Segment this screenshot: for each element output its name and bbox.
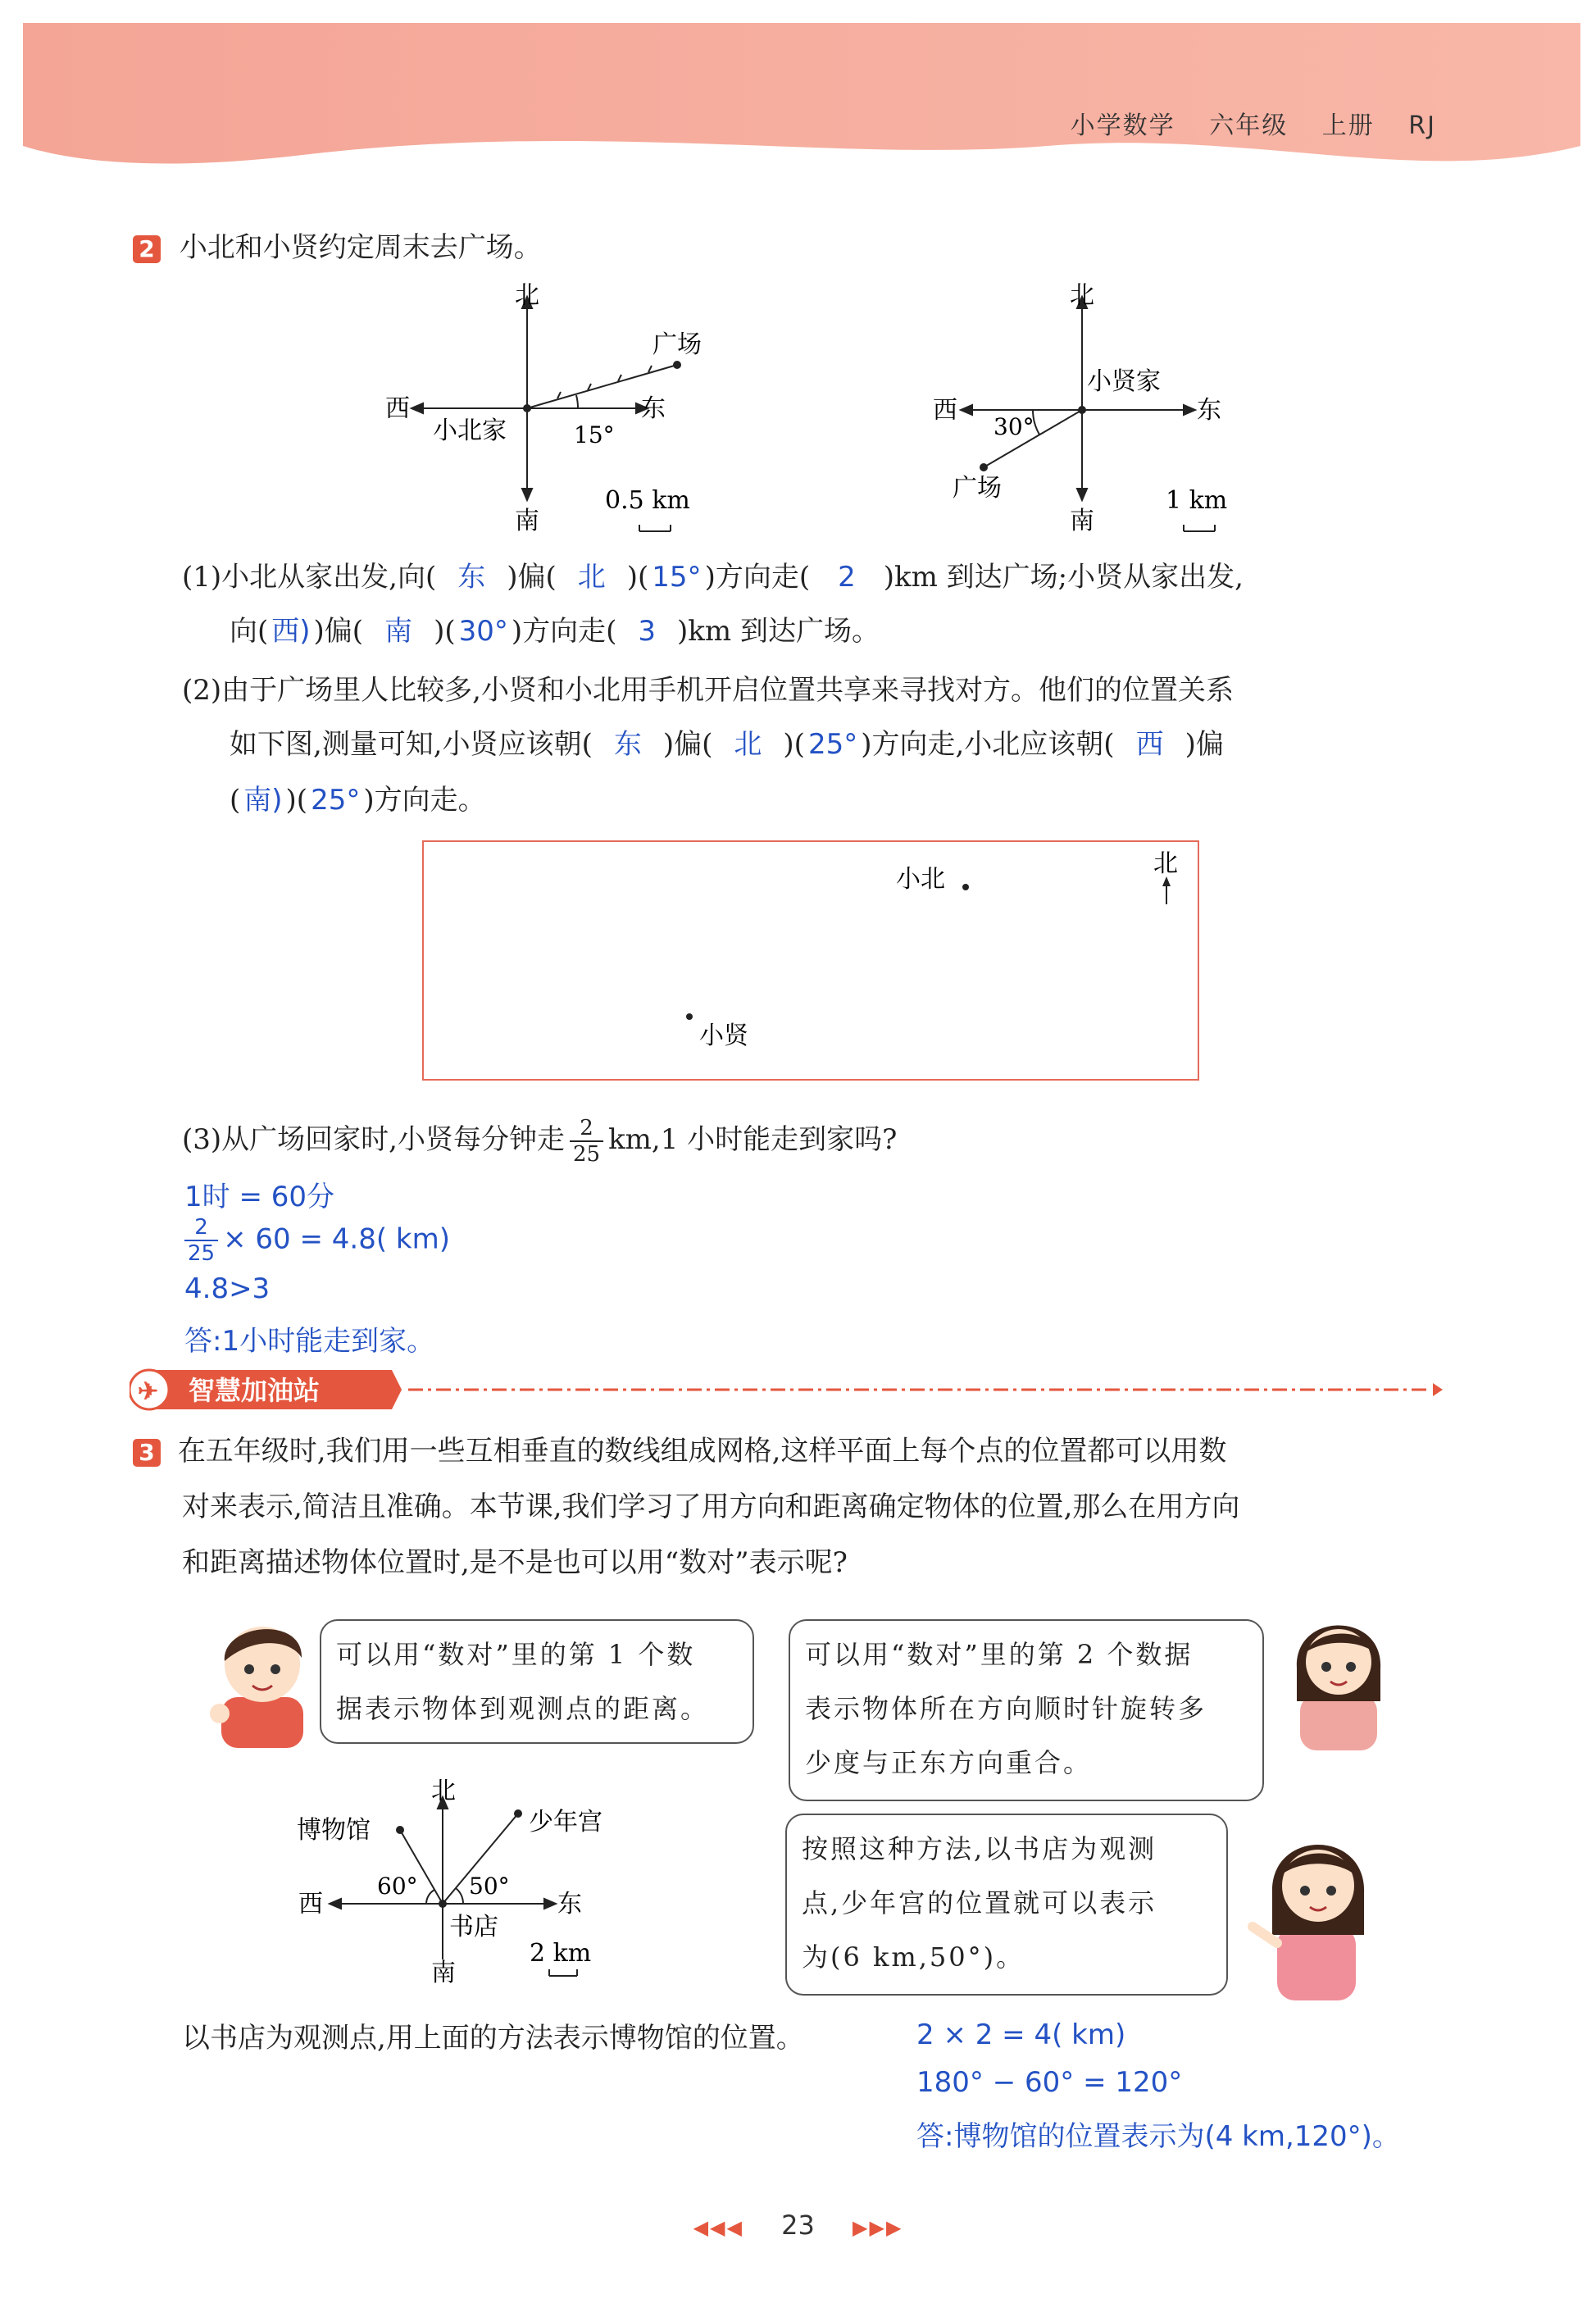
q2-title-text: 小北和小贤约定周末去广场。 [179, 231, 542, 264]
bubble-method [785, 1814, 1228, 1996]
diagram-bookstore [287, 1779, 631, 1984]
q2-number: 2 [133, 235, 161, 263]
position-share-box [422, 840, 1201, 1082]
box-xiaoxian: 小贤 [699, 1022, 748, 1050]
page-number: 23 [781, 2210, 815, 2241]
text: 在五年级时,我们用一些互相垂直的数线组成网格,这样平面上每个点的位置都可以用数 [177, 1435, 1227, 1468]
d3-museum: 博物馆 [297, 1816, 371, 1845]
sol3-line2 [184, 1215, 450, 1266]
prev-arrows-icon: ◀◀◀ [693, 2216, 743, 2239]
banner-title: 智慧加油站 [189, 1375, 321, 1406]
d3-scale: 2 km [530, 1939, 592, 1968]
d1-scale: 0.5 km [605, 486, 690, 515]
text: )km 到达广场。 [677, 615, 880, 648]
d2-origin: 小贤家 [1087, 367, 1161, 396]
box-xiaobei: 小北 [896, 865, 945, 894]
text: )偏( [662, 728, 713, 761]
answer-dist2: 3 [638, 615, 657, 648]
header-volume: 上册 [1321, 112, 1375, 140]
q2-part2-line2 [230, 725, 1224, 764]
text: )( [434, 615, 456, 648]
q3-question: 以书店为观测点,用上面的方法表示博物馆的位置。 [182, 2022, 804, 2055]
d3-palace: 少年宫 [529, 1808, 602, 1836]
text: km,1 小时能走到家吗? [608, 1123, 898, 1156]
text: )偏 [1184, 728, 1224, 761]
girl-illustration-2 [1244, 1812, 1375, 2000]
header-grade: 六年级 [1209, 112, 1289, 140]
d3-west: 西 [298, 1890, 323, 1918]
q2-part2-line3 [230, 781, 486, 820]
d2-east: 东 [1197, 396, 1221, 425]
bubble2-line3: 少度与正东方向重合。 [805, 1747, 1093, 1778]
header-title [1046, 105, 1436, 141]
d1-angle: 15° [574, 421, 615, 448]
girl-illustration-1 [1285, 1603, 1392, 1750]
d3-angle1: 60° [377, 1873, 418, 1900]
d1-origin: 小北家 [433, 416, 507, 445]
text: (1)小北从家出发,向( [182, 561, 437, 594]
fraction-2-25 [570, 1116, 603, 1167]
text: )方向走,小北应该朝( [861, 728, 1115, 761]
q2-part2-line1: (2)由于广场里人比较多,小贤和小北用手机开启位置共享来寻找对方。他们的位置关系 [182, 674, 1234, 707]
q3-line1 [133, 1431, 1226, 1471]
bubble1-line2: 据表示物体到观测点的距离。 [336, 1693, 710, 1724]
next-arrows-icon: ▶▶▶ [853, 2216, 903, 2239]
text: )km 到达广场;小贤从家出发, [883, 561, 1244, 594]
frac-den: 25 [188, 1241, 216, 1266]
sol-fraction [184, 1215, 218, 1266]
text: )方向走( [511, 615, 617, 648]
d2-scale: 1 km [1166, 486, 1228, 515]
bubble3-line1: 按照这种方法,以书店为观测 [802, 1833, 1157, 1864]
text: 如下图,测量可知,小贤应该朝( [230, 728, 593, 761]
answer-dir4: 南 [384, 615, 413, 648]
sol3-line3: 4.8>3 [184, 1272, 271, 1305]
text: (3)从广场回家时,小贤每分钟走 [182, 1123, 565, 1156]
q2-part1-line2 [230, 612, 880, 651]
diagram-xiaoxian [926, 279, 1271, 549]
d1-south: 南 [515, 507, 539, 535]
d2-south: 南 [1070, 507, 1094, 535]
text: 向( [230, 615, 269, 648]
answer-dir2: 北 [577, 561, 606, 594]
bubble-angle [789, 1619, 1264, 1801]
bubble2-line1: 可以用“数对”里的第 2 个数据 [805, 1639, 1194, 1670]
bubble3-line2: 点,少年宫的位置就可以表示 [802, 1887, 1157, 1918]
text: ( [230, 784, 241, 817]
d2-west: 西 [933, 396, 957, 425]
answer2-angle1: 25° [807, 728, 858, 761]
bubble-distance [320, 1619, 754, 1744]
d1-target: 广场 [652, 330, 702, 359]
d1-east: 东 [641, 394, 666, 423]
text: )( [626, 561, 649, 594]
d1-north: 北 [515, 281, 539, 310]
sol3-line1: 1时 = 60分 [184, 1181, 334, 1213]
text: )偏( [313, 615, 364, 648]
box-north: 北 [1153, 849, 1178, 878]
page-footer [0, 2210, 1596, 2241]
q3-sol-line2: 180° − 60° = 120° [916, 2066, 1183, 2099]
answer2-dir1: 东 [613, 728, 642, 761]
answer2-angle2: 25° [311, 784, 361, 817]
d2-target: 广场 [953, 474, 1002, 503]
answer-angle1: 15° [652, 561, 702, 594]
d3-angle2: 50° [469, 1873, 510, 1900]
text: )偏( [507, 561, 557, 594]
text: )( [285, 784, 308, 817]
text: )方向走( [704, 561, 811, 594]
bubble1-line1: 可以用“数对”里的第 1 个数 [336, 1639, 696, 1670]
header-edition: RJ [1408, 112, 1436, 140]
d3-north: 北 [431, 1779, 456, 1805]
d2-angle: 30° [994, 413, 1034, 440]
answer2-dir4: 南) [243, 784, 283, 817]
section-banner [130, 1365, 1445, 1414]
answer-dir1: 东 [457, 561, 486, 594]
q2-part1-line1 [182, 558, 1244, 597]
bubble3-line3: 为(6 km,50°)。 [802, 1941, 1025, 1973]
frac-den: 25 [572, 1142, 601, 1167]
d3-south: 南 [431, 1959, 456, 1984]
d2-north: 北 [1070, 281, 1094, 310]
answer2-dir2: 北 [734, 728, 762, 761]
bubble2-line2: 表示物体所在方向顺时针旋转多 [805, 1693, 1207, 1724]
text: )方向走。 [363, 784, 486, 817]
d3-east: 东 [557, 1890, 582, 1918]
text: × 60 = 4.8( km) [223, 1222, 450, 1256]
frac-num: 2 [184, 1215, 218, 1241]
q3-line2: 对来表示,简洁且准确。本节课,我们学习了用方向和距离确定物体的位置,那么在用方向 [182, 1491, 1240, 1523]
q3-line3: 和距离描述物体位置时,是不是也可以用“数对”表示呢? [182, 1546, 848, 1579]
q3-number: 3 [133, 1439, 161, 1467]
q3-sol-line1: 2 × 2 = 4( km) [916, 2019, 1126, 2051]
answer-dir3: 西) [271, 615, 311, 648]
header-subject: 小学数学 [1070, 112, 1175, 140]
boy-illustration [205, 1607, 320, 1748]
q2-part3 [182, 1105, 897, 1174]
q2-title [133, 228, 542, 267]
q3-sol-answer: 答:博物馆的位置表示为(4 km,120°)。 [916, 2120, 1400, 2153]
answer-angle2: 30° [458, 615, 508, 648]
d3-origin: 书店 [449, 1913, 498, 1941]
rocket-icon: ✈ [138, 1377, 159, 1406]
answer-dist1: 2 [838, 561, 856, 594]
text: )( [783, 728, 805, 761]
sol3-answer: 答:1小时能走到家。 [184, 1325, 435, 1358]
answer2-dir3: 西 [1135, 728, 1164, 761]
d1-west: 西 [385, 394, 410, 423]
frac-num: 2 [570, 1116, 603, 1142]
diagram-xiaobei [377, 279, 738, 549]
